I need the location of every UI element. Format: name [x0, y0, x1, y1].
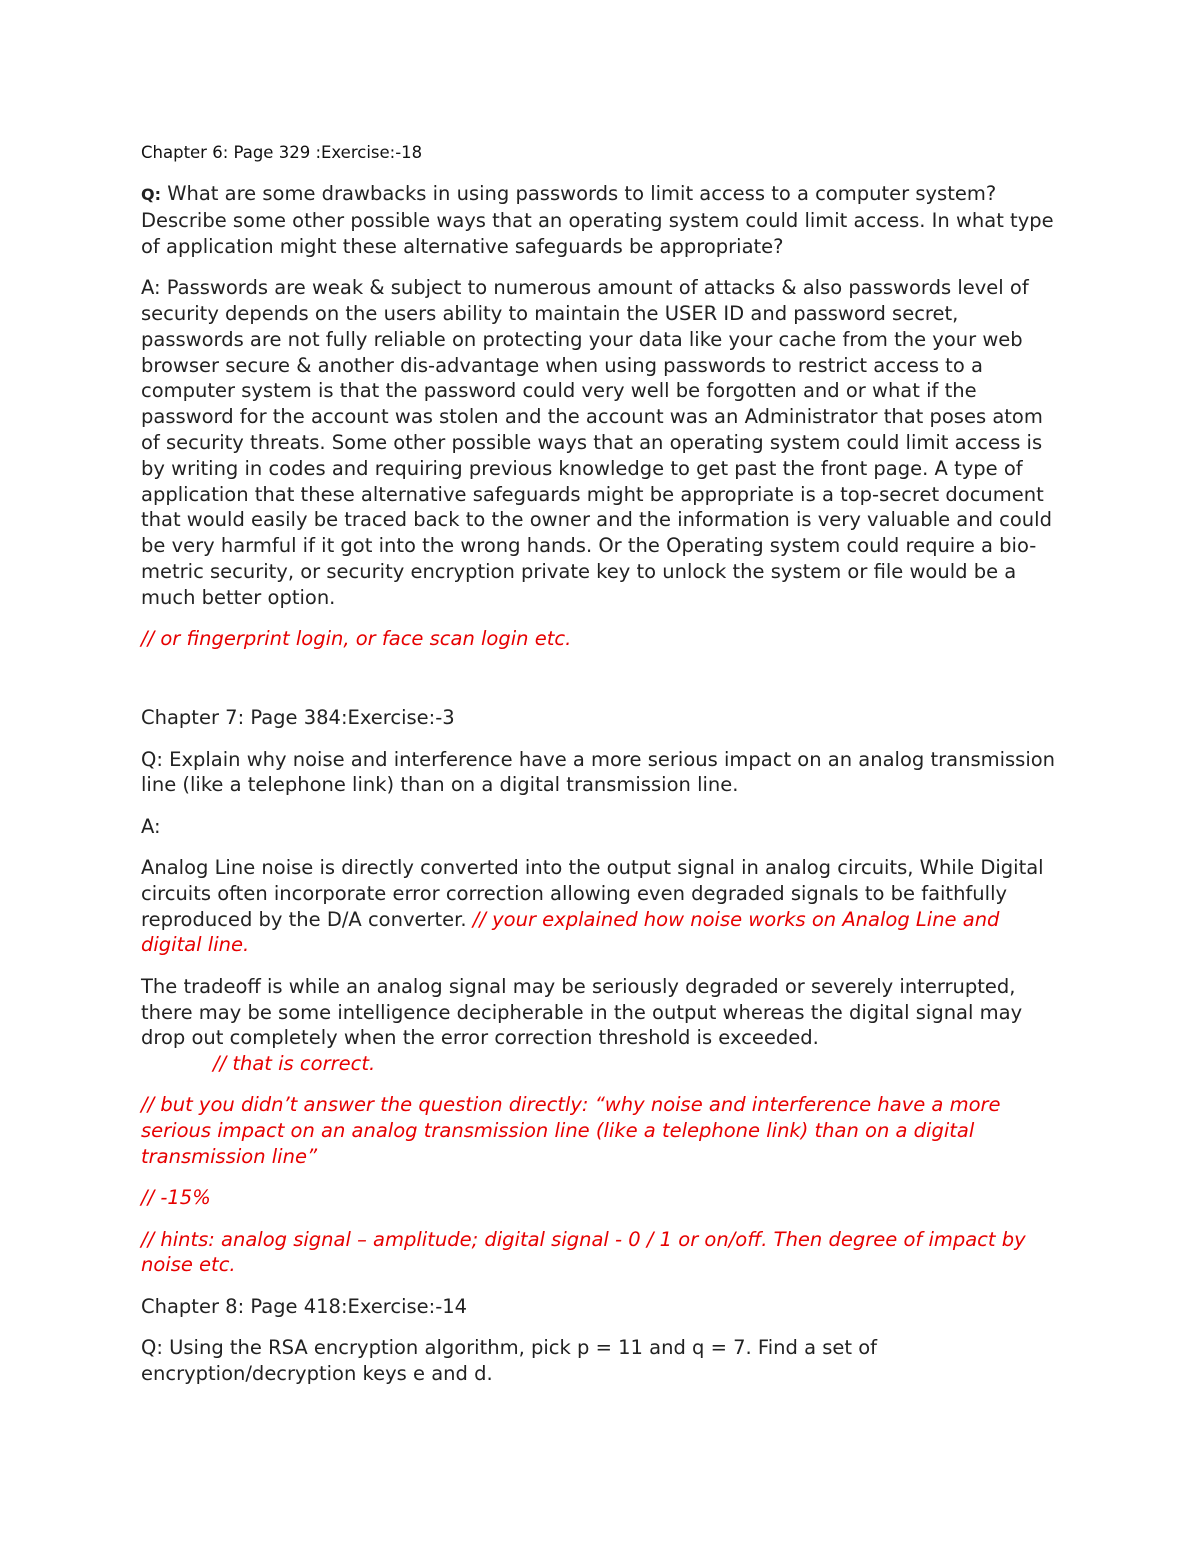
grader-comment-hints: // hints: analog signal – amplitude; digital signal - 0 / 1 or on/off. Then degree of impact by noise etc.	[141, 1227, 1026, 1277]
chapter-7-heading: Chapter 7: Page 384:Exercise:-3	[141, 706, 455, 730]
chapter-6-answer: A: Passwords are weak & subject to numerous amount of attacks & also passwords level of security depends on the users ability to maintain the USER ID and password secret, passwords are not fully reliable on protecting your data like your cache from the your web browser secure & another dis-advantage when using passwords to restrict access to a computer system is that the password could very well be forgotten and or what if the password for the account was stolen and the account was an Administrator that poses atom of security threats. Some other possible ways that an operating system could limit access is by writing in codes and requiring previous knowledge to get past the front page. A type of application that these alternative safeguards might be appropriate is a top-secret document that would easily be traced back to the owner and the information is very valuable and could be very harmful if it got into the wrong hands. Or the Operating system could require a bio-metric security, or security encryption private key to unlock the system or file would be a much better option.	[141, 276, 1052, 609]
chapter-7-answer-label: A:	[141, 814, 161, 838]
answer-text: The tradeoff is while an analog signal may be seriously degraded or severely interrupted, there may be some intelligence decipherable in the output whereas the digital signal may drop out completely when the error correction threshold is exceeded.	[141, 974, 1023, 1050]
chapter-7-answer-paragraph-1	[141, 855, 1066, 958]
chapter-8-heading: Chapter 8: Page 418:Exercise:-14	[141, 1294, 468, 1318]
chapter-8-question: Q: Using the RSA encryption algorithm, pick p = 11 and q = 7. Find a set of encryption/decryption keys e and d.	[141, 1335, 878, 1385]
grader-comment-score: // -15%	[141, 1186, 211, 1210]
question-text: What are some drawbacks in using passwords to limit access to a computer system? Describe some other possible ways that an operating system could limit access. In what type of application might these alternative safeguards be appropriate?	[141, 182, 1054, 258]
grader-comment-correct: // that is correct.	[213, 1052, 376, 1076]
chapter-6-question	[141, 181, 1066, 259]
section-spacer	[141, 667, 1066, 705]
document-page	[141, 140, 1066, 1402]
grader-comment-inline: // your explained how noise works on Analog Line and digital line.	[141, 907, 1000, 957]
chapter-6-grader-comment: // or fingerprint login, or face scan login etc.	[141, 627, 572, 651]
grader-comment-question: // but you didn’t answer the question directly: “why noise and interference have a more serious impact on an analog transmission line (like a telephone link) than on a digital transmission line”	[141, 1093, 1001, 1168]
chapter-7-question: Q: Explain why noise and interference have a more serious impact on an analog transmission line (like a telephone link) than on a digital transmission line.	[141, 747, 1056, 797]
question-label: Q:	[141, 185, 161, 205]
chapter-7-answer-paragraph-2	[141, 974, 1066, 1077]
answer-text: Analog Line noise is directly converted into the output signal in analog circuits, While Digital circuits often incorporate error correction allowing even degraded signals to be faithfully reproduced by the D/A converter.	[141, 856, 1044, 931]
chapter-6-heading: Chapter 6: Page 329 :Exercise:-18	[141, 143, 423, 162]
